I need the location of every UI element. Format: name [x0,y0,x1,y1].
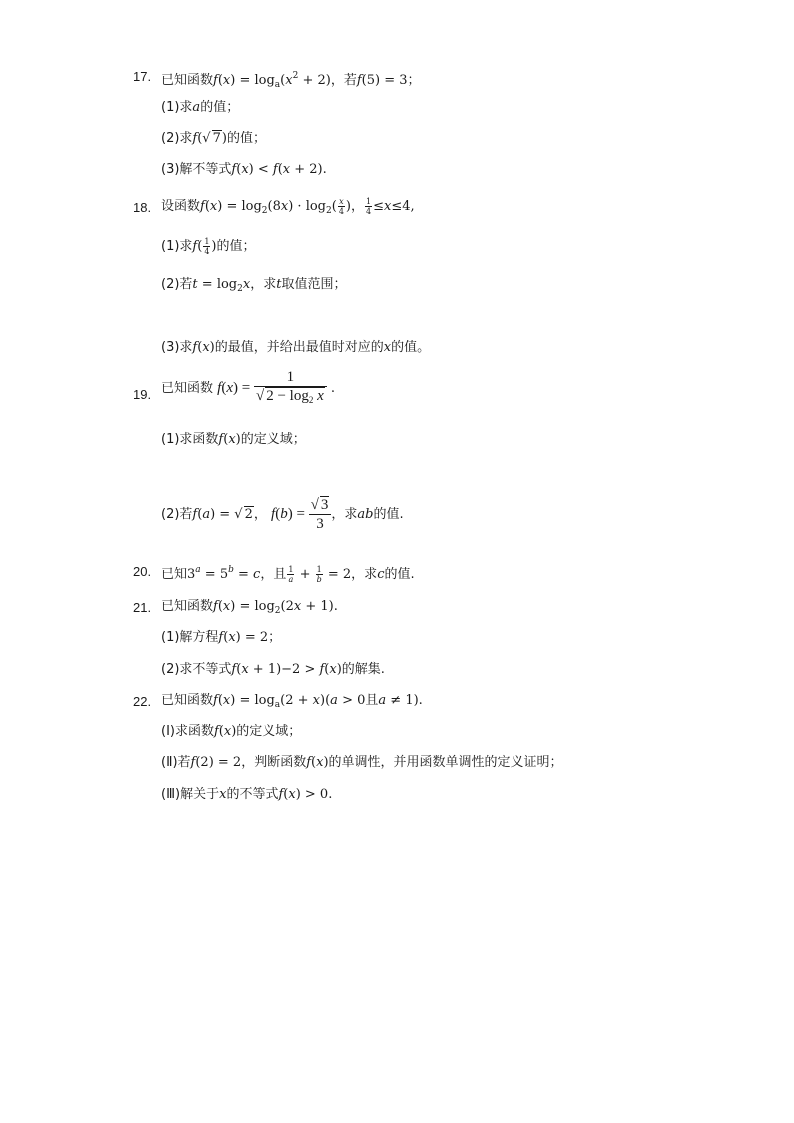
problem-21-part-1: (1)解方程f(x) = 2； [161,630,282,645]
problem-18-part-3: (3)求f(x)的最值，并给出最值时对应的x的值。 [161,340,431,355]
problem-17-part-1: (1)求a的值； [161,100,240,115]
problem-19-stem: 已知函数 f(x) = $\frac{1}{√ 2 - \log_2 x}$ . [161,369,336,405]
problem-19-part-1: (1)求函数f(x)的定义域； [161,432,306,447]
problem-22-part-1: (Ⅰ)求函数f(x)的定义域； [161,724,302,739]
problem-21-number: 21. [133,600,152,615]
problem-17-number: 17. [133,69,152,84]
problem-22-part-3: (Ⅲ)解关于x的不等式f(x) > 0. [161,787,333,802]
problem-18-part-2: (2)若$t = \log_2x$，求t取值范围； [161,277,347,294]
problem-21-stem: 已知函数$f(x) = \log_2(2x + 1)$. [161,599,338,616]
problem-19-part-2: (2)若f(a) = √ 2， f(b) = $\frac{√ 3}{3}$ ，求ab的值. [161,497,404,532]
problem-18-part-1: (1)求f( $\frac{1}{4}$ )的值； [161,237,256,256]
problem-20-number: 20. [133,564,152,579]
problem-17-part-3: (3)解不等式f(x) < f(x + 2). [161,162,327,177]
problem-20-stem: 已知$3^a = 5^b = c$，且 $\frac{1}{a}$ + $\frac{1}{b}$ = 2，求c的值. [161,565,415,584]
problem-22-number: 22. [133,694,152,709]
problem-18-stem: 设函数$f(x) = \log_2(8x) \cdot \log_2$( $\frac{x}{4}$ )， $\frac{1}{4}$ ≤x≤4, [161,197,415,216]
problem-17-part-2: (2)求f(√ 7)的值； [161,131,266,146]
problem-18-number: 18. [133,200,152,215]
problem-21-part-2: (2)求不等式f(x + 1)−2 > f(x)的解集. [161,662,385,677]
problem-22-stem: 已知函数$f(x) = \log_a(2 + x)(a > 0$且a ≠ 1). [161,693,423,710]
problem-19-number: 19. [133,387,152,402]
problem-17-stem: 已知函数$f(x) = \log_a(x^2 + 2)$，若f(5) = 3； [161,71,421,90]
problem-22-part-2: (Ⅱ)若f(2) = 2，判断函数f(x)的单调性，并用函数单调性的定义证明； [161,755,563,770]
